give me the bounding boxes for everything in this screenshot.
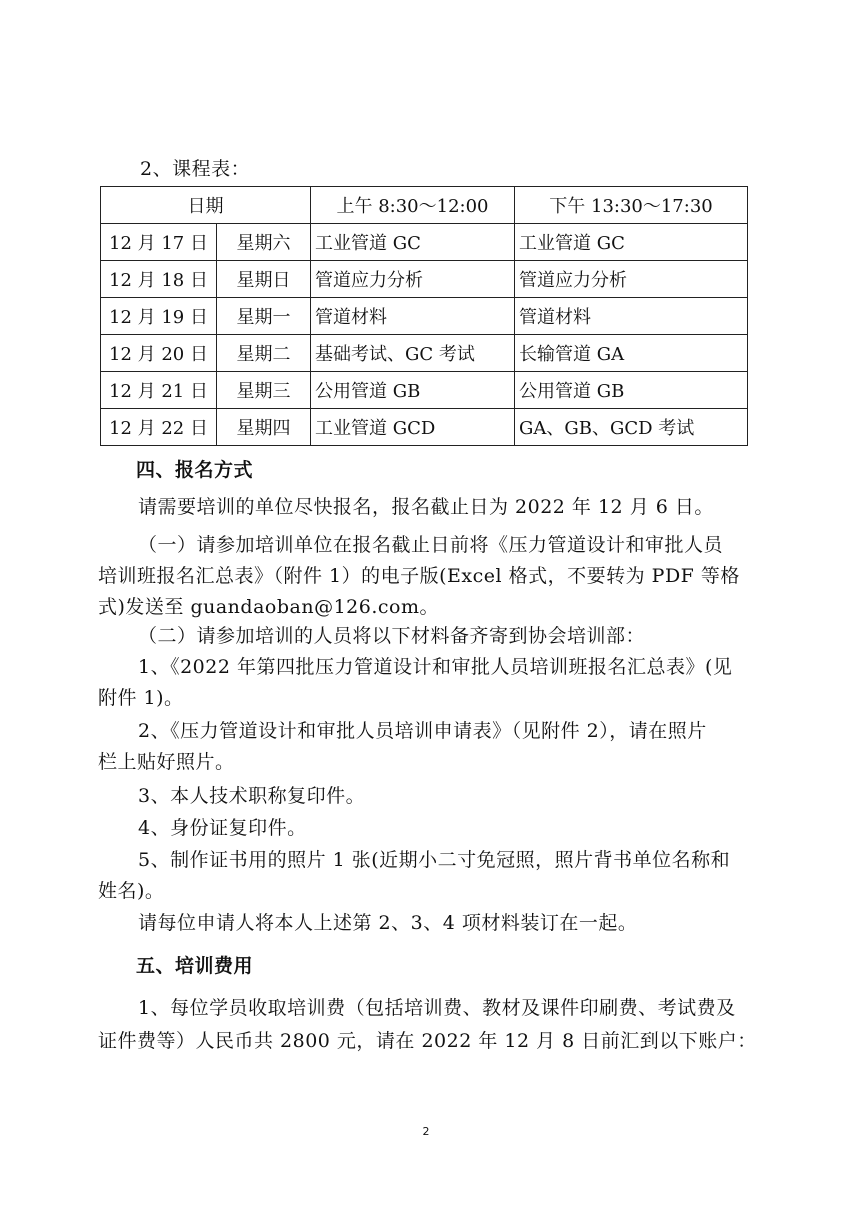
cell-afternoon: 管道材料 [515, 298, 748, 335]
section4-paragraph-3: （二）请参加培训的人员将以下材料备齐寄到协会培训部： [138, 625, 646, 647]
cell-afternoon: GA、GB、GCD 考试 [515, 409, 748, 446]
section5-paragraph-1-line-2: 证件费等）人民币共 2800 元，请在 2022 年 12 月 8 日前汇到以下账户： [98, 1030, 757, 1052]
section4-paragraph-2-line-1: （一）请参加培训单位在报名截止日前将《压力管道设计和审批人员 [138, 534, 724, 556]
section4-heading: 四、报名方式 [136, 459, 254, 481]
table-row [101, 335, 748, 372]
cell-date: 12 月 20 日 [101, 335, 217, 372]
course-schedule-table [100, 186, 748, 446]
material-item-5-line-2: 姓名)。 [98, 880, 165, 902]
header-date: 日期 [101, 187, 311, 224]
table-row [101, 261, 748, 298]
cell-date: 12 月 19 日 [101, 298, 217, 335]
cell-afternoon: 管道应力分析 [515, 261, 748, 298]
table-row [101, 372, 748, 409]
cell-date: 12 月 22 日 [101, 409, 217, 446]
cell-morning: 工业管道 GC [311, 224, 515, 261]
cell-morning: 管道材料 [311, 298, 515, 335]
header-morning: 上午 8:30～12:00 [311, 187, 515, 224]
material-item-5-line-1: 5、制作证书用的照片 1 张(近期小二寸免冠照，照片背书单位名称和 [138, 849, 731, 871]
table-row [101, 224, 748, 261]
cell-morning: 公用管道 GB [311, 372, 515, 409]
table-row [101, 409, 748, 446]
material-item-2-line-1: 2、《压力管道设计和审批人员培训申请表》（见附件 2），请在照片 [138, 720, 707, 742]
section4-paragraph-2-line-2: 培训班报名汇总表》（附件 1）的电子版(Excel 格式，不要转为 PDF 等格 [98, 565, 740, 587]
header-afternoon: 下午 13:30～17:30 [515, 187, 748, 224]
cell-weekday: 星期三 [217, 372, 311, 409]
material-item-4: 4、身份证复印件。 [138, 817, 307, 839]
material-item-2-line-2: 栏上贴好照片。 [98, 751, 235, 773]
cell-weekday: 星期六 [217, 224, 311, 261]
section5-heading: 五、培训费用 [136, 955, 254, 977]
material-item-1-line-1: 1、《2022 年第四批压力管道设计和审批人员培训班报名汇总表》(见 [138, 656, 733, 678]
table-header-row [101, 187, 748, 224]
cell-afternoon: 工业管道 GC [515, 224, 748, 261]
cell-weekday: 星期日 [217, 261, 311, 298]
page-number: 2 [422, 1125, 430, 1138]
table-row [101, 298, 748, 335]
cell-date: 12 月 17 日 [101, 224, 217, 261]
cell-weekday: 星期一 [217, 298, 311, 335]
section4-paragraph-1: 请需要培训的单位尽快报名，报名截止日为 2022 年 12 月 6 日。 [138, 496, 714, 518]
section5-paragraph-1-line-1: 1、每位学员收取培训费（包括培训费、教材及课件印刷费、考试费及 [138, 997, 736, 1019]
binding-note: 请每位申请人将本人上述第 2、3、4 项材料装订在一起。 [138, 912, 638, 934]
section4-paragraph-2-line-3: 式)发送至 guandaoban@126.com。 [98, 596, 439, 618]
cell-weekday: 星期二 [217, 335, 311, 372]
cell-weekday: 星期四 [217, 409, 311, 446]
cell-morning: 管道应力分析 [311, 261, 515, 298]
cell-afternoon: 公用管道 GB [515, 372, 748, 409]
cell-morning: 基础考试、GC 考试 [311, 335, 515, 372]
cell-date: 12 月 21 日 [101, 372, 217, 409]
cell-afternoon: 长输管道 GA [515, 335, 748, 372]
material-item-3: 3、本人技术职称复印件。 [138, 785, 366, 807]
cell-morning: 工业管道 GCD [311, 409, 515, 446]
schedule-label: 2、课程表： [140, 158, 251, 180]
material-item-1-line-2: 附件 1)。 [98, 687, 184, 709]
cell-date: 12 月 18 日 [101, 261, 217, 298]
